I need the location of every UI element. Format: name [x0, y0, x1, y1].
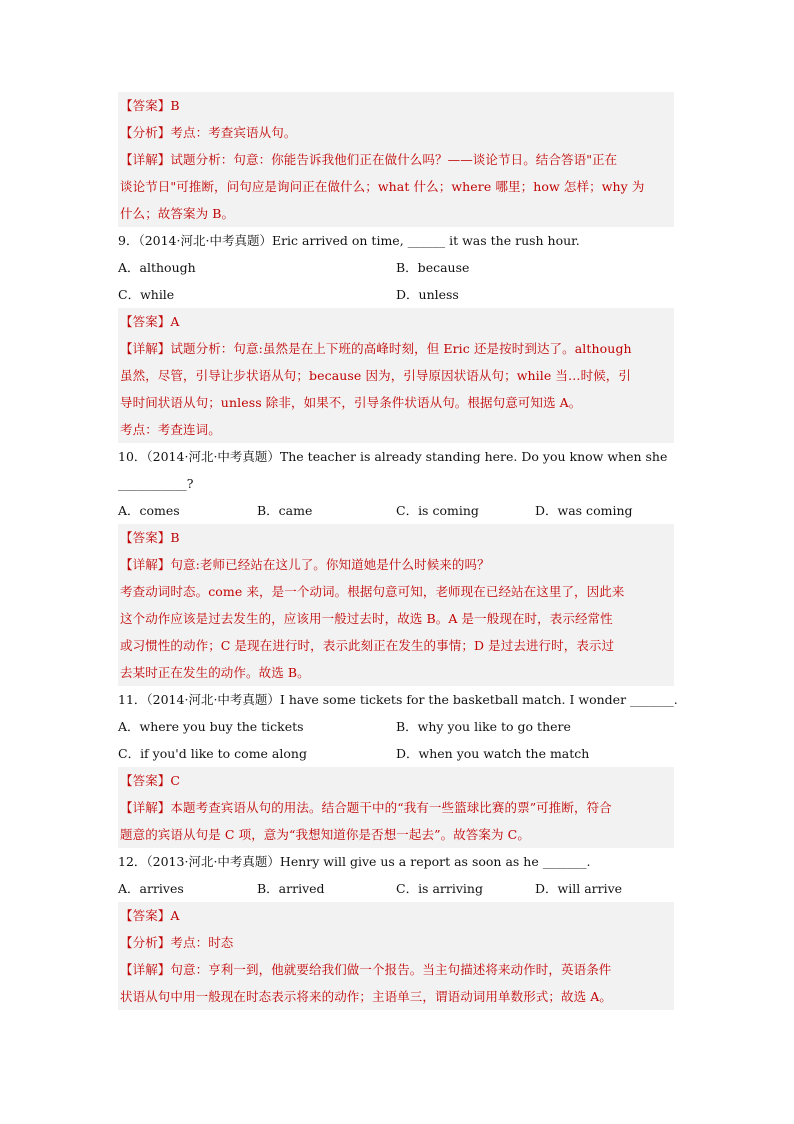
question-text: 11．（2014·河北·中考真题）I have some tickets for the basketball match. I wonder _______.	[118, 692, 678, 707]
question-text: 9．（2014·河北·中考真题）Eric arrived on time, ______ it was the rush hour.	[118, 233, 580, 248]
explanation-line: 【详解】试题分析：句意：你能告诉我他们正在做什么吗？——谈论节日。结合答语"正在	[120, 152, 618, 167]
explanation-line: 【答案】A	[120, 314, 180, 329]
explanation-line: 考点：考查连词。	[120, 422, 221, 437]
answer-option: A．comes	[118, 503, 180, 518]
answer-option: A．arrives	[118, 881, 184, 896]
answer-option: B．came	[257, 503, 313, 518]
answer-option: D．was coming	[535, 503, 633, 518]
explanation-line: 【答案】B	[120, 98, 180, 113]
answer-option: D．will arrive	[535, 881, 623, 896]
explanation-line: 【详解】句意:老师已经站在这儿了。你知道她是什么时候来的吗？	[120, 557, 490, 572]
explanation-line: 导时间状语从句；unless 除非，如果不，引导条件状语从句。根据句意可知选 A。	[120, 395, 582, 410]
explanation-line: 或习惯性的动作；C 是现在进行时，表示此刻正在发生的事情；D 是过去进行时，表示过	[120, 638, 615, 653]
answer-explanation-box	[118, 92, 674, 227]
explanation-line: 这个动作应该是过去发生的，应该用一般过去时，故选 B。A 是一般现在时，表示经常性	[120, 611, 613, 626]
options-row	[118, 254, 674, 281]
question-text: ___________?	[118, 476, 194, 491]
answer-option: C．while	[118, 287, 175, 302]
answer-option: B．arrived	[257, 881, 325, 896]
explanation-line: 什么；故答案为 B。	[120, 206, 235, 221]
question-text: 10．（2014·河北·中考真题）The teacher is already standing here. Do you know when she	[118, 449, 668, 464]
question-text: 12．（2013·河北·中考真题）Henry will give us a report as soon as he _______.	[118, 854, 591, 869]
explanation-line: 【答案】C	[120, 773, 181, 788]
explanation-line: 【详解】试题分析：句意:虽然是在上下班的高峰时刻，但 Eric 还是按时到达了。although	[120, 341, 632, 356]
explanation-line: 谈论节日"可推断，问句应是询问正在做什么；what 什么；where 哪里；how 怎样；why 为	[120, 179, 645, 194]
explanation-line: 题意的宾语从句是 C 项，意为“我想知道你是否想一起去”。故答案为 C。	[120, 827, 530, 842]
answer-explanation-box	[118, 902, 674, 1010]
explanation-line: 【答案】B	[120, 530, 180, 545]
document-content	[118, 92, 678, 1010]
answer-option: D．unless	[396, 287, 459, 302]
answer-option: B．why you like to go there	[396, 719, 571, 734]
answer-option: A．although	[118, 260, 196, 275]
answer-explanation-box	[118, 308, 674, 443]
explanation-line: 【详解】本题考查宾语从句的用法。结合题干中的“我有一些篮球比赛的票”可推断，符合	[120, 800, 612, 815]
answer-option: C．is coming	[396, 503, 479, 518]
explanation-line: 【答案】A	[120, 908, 180, 923]
answer-option: C．is arriving	[396, 881, 483, 896]
explanation-line: 【分析】考点：时态	[120, 935, 234, 950]
options-row	[118, 740, 674, 767]
explanation-line: 虽然，尽管，引导让步状语从句；because 因为，引导原因状语从句；while 当…时候，引	[120, 368, 632, 383]
explanation-line: 【详解】句意：亨利一到，他就要给我们做一个报告。当主句描述将来动作时，英语条件	[120, 962, 612, 977]
options-row	[118, 875, 674, 902]
answer-option: D．when you watch the match	[396, 746, 590, 761]
explanation-line: 【分析】考点：考查宾语从句。	[120, 125, 297, 140]
explanation-line: 去某时正在发生的动作。故选 B。	[120, 665, 310, 680]
answer-explanation-box	[118, 767, 674, 848]
explanation-line: 考查动词时态。come 来，是一个动词。根据句意可知，老师现在已经站在这里了，因此来	[120, 584, 625, 599]
options-row	[118, 713, 674, 740]
answer-option: C．if you'd like to come along	[118, 746, 307, 761]
answer-option: A．where you buy the tickets	[118, 719, 304, 734]
answer-option: B．because	[396, 260, 470, 275]
explanation-line: 状语从句中用一般现在时态表示将来的动作；主语单三，谓语动词用单数形式；故选 A。	[120, 989, 613, 1004]
options-row	[118, 281, 674, 308]
options-row	[118, 497, 674, 524]
answer-explanation-box	[118, 524, 674, 686]
